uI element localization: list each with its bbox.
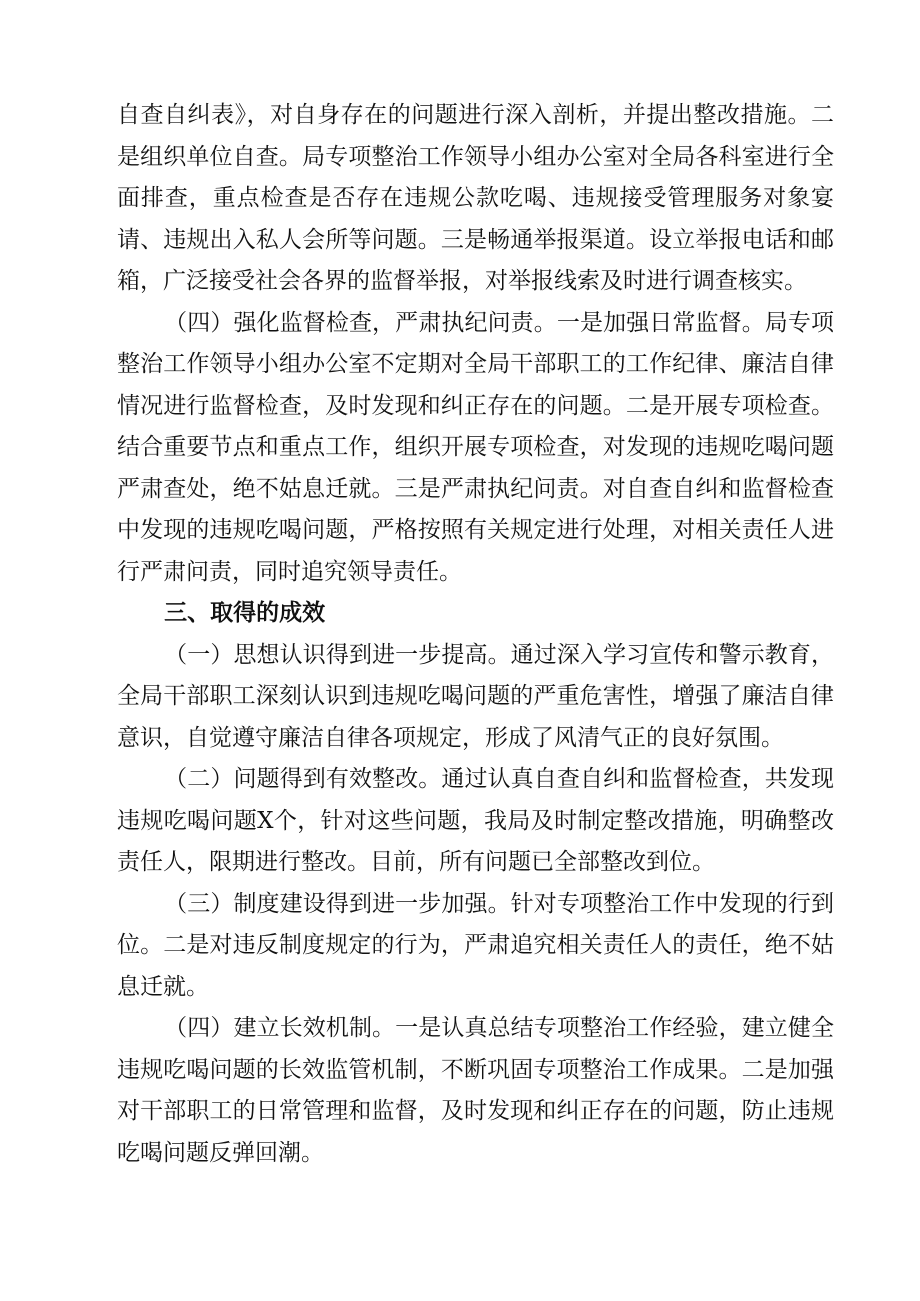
paragraph-result-rectification: （二）问题得到有效整改。通过认真自查自纠和监督检查，共发现违规吃喝问题X个，针对这些问题，我局及时制定整改措施，明确整改责任人，限期进行整改。目前，所有问题已全部整改到位。	[117, 766, 834, 875]
paragraph-result-awareness: （一）思想认识得到进一步提高。通过深入学习宣传和警示教育，全局干部职工深刻认识到违规吃喝问题的严重危害性，增强了廉洁自律意识，自觉遵守廉洁自律各项规定，形成了风清气正的良好氛围。	[117, 641, 834, 751]
paragraph-result-mechanism: （四）建立长效机制。一是认真总结专项整治工作经验，建立健全违规吃喝问题的长效监管机制，不断巩固专项整治工作成果。二是加强对干部职工的日常管理和监督，及时发现和纠正存在的问题，防止违规吃喝问题反弹回潮。	[117, 1015, 834, 1166]
paragraph-result-system: （三）制度建设得到进一步加强。针对专项整治工作中发现的行到位。二是对违反制度规定的行为，严肃追究相关责任人的责任，绝不姑息迁就。	[117, 890, 834, 1000]
section-heading-results: 三、取得的成效	[164, 600, 326, 626]
paragraph-self-check: 自查自纠表》，对自身存在的问题进行深入剖析，并提出整改措施。二是组织单位自查。局专项整治工作领导小组办公室对全局各科室进行全面排查，重点检查是否存在违规公款吃喝、违规接受管理服务对象宴请、违规出入私人会所等问题。三是畅通举报渠道。设立举报电话和邮箱，广泛接受社会各界的监督举报，对举报线索及时进行调查核实。	[117, 102, 834, 294]
paragraph-supervision: （四）强化监督检查，严肃执纪问责。一是加强日常监督。局专项整治工作领导小组办公室不定期对全局干部职工的工作纪律、廉洁自律情况进行监督检查，及时发现和纠正存在的问题。二是开展专项检查。结合重要节点和重点工作，组织开展专项检查，对发现的违规吃喝问题严肃查处，绝不姑息迁就。三是严肃执纪问责。对自查自纠和监督检查中发现的违规吃喝问题，严格按照有关规定进行处理，对相关责任人进行严肃问责，同时追究领导责任。	[117, 309, 834, 585]
